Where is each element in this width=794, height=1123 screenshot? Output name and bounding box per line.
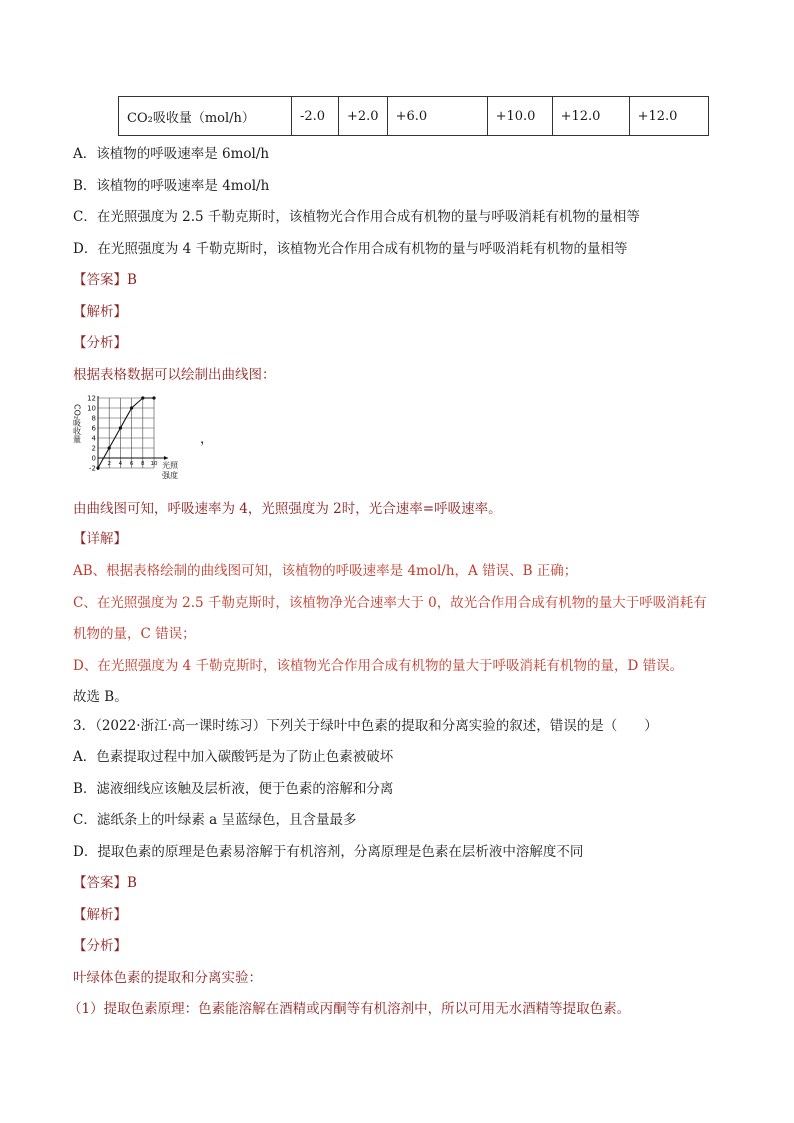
q2-option-d: D．在光照强度为 4 千勒克斯时，该植物光合作用合成有机物的量与呼吸消耗有机物的量相等 — [73, 241, 628, 257]
graph-comma: ， — [200, 431, 214, 447]
y-tick-label: 8 — [91, 414, 96, 423]
y-tick-label: -2 — [89, 464, 96, 473]
q2-detail-c: C、在光照强度为 2.5 千勒克斯时，该植物净光合速率大于 0，故光合作用合成有机物的量大于呼吸消耗有 — [73, 595, 707, 611]
q3-point1: （1）提取色素原理：色素能溶解在酒精或丙酮等有机溶剂中，所以可用无水酒精等提取色素。 — [68, 1001, 631, 1017]
table-cell: +6.0 — [387, 97, 487, 136]
q2-xiangjie-heading: 【详解】 — [73, 531, 127, 547]
q2-fenxi-heading: 【分析】 — [73, 335, 127, 351]
q3-option-c: C．滤纸条上的叶绿素 a 呈蓝绿色，且含量最多 — [73, 812, 357, 828]
data-point — [108, 446, 111, 449]
data-point — [96, 466, 99, 469]
data-point — [141, 396, 144, 399]
chart-xlabel-line1: 光照 — [162, 461, 178, 470]
q3-jiexi-heading: 【解析】 — [73, 907, 127, 923]
q3-fenxi-heading: 【分析】 — [73, 938, 127, 954]
q2-option-c: C．在光照强度为 2.5 千勒克斯时，该植物光合作用合成有机物的量与呼吸消耗有机物的量相等 — [73, 209, 640, 225]
q2-jiexi-heading: 【解析】 — [73, 304, 127, 320]
q3-option-b: B．滤液细线应该触及层析液，便于色素的溶解和分离 — [73, 781, 394, 797]
data-point — [119, 426, 122, 429]
q2-detail-ab: AB、根据表格绘制的曲线图可知，该植物的呼吸速率是 4mol/h，A 错误、B 正确； — [73, 563, 578, 579]
q3-option-a: A．色素提取过程中加入碳酸钙是为了防止色素被破坏 — [73, 749, 394, 765]
q2-analysis-intro: 根据表格数据可以绘制出曲线图： — [73, 367, 276, 383]
table-cell: -2.0 — [292, 97, 339, 136]
x-tick-label: 8 — [141, 461, 145, 467]
table-cell: +12.0 — [629, 97, 708, 136]
y-tick-label: 4 — [91, 434, 96, 443]
y-tick-label: 6 — [91, 424, 96, 433]
y-tick-label: 10 — [87, 404, 96, 413]
data-point — [152, 396, 155, 399]
q2-answer: 【答案】B — [73, 272, 137, 288]
y-tick-label: 0 — [91, 454, 96, 463]
table-cell: +12.0 — [552, 97, 629, 136]
chart-xlabel-line2: 强度 — [162, 471, 178, 480]
q2-option-b: B．该植物的呼吸速率是 4mol/h — [73, 178, 270, 194]
q2-option-a: A．该植物的呼吸速率是 6mol/h — [73, 146, 270, 162]
q3-answer: 【答案】B — [73, 875, 137, 891]
table-cell: +10.0 — [487, 97, 552, 136]
table-row — [119, 97, 709, 136]
table-cell: +2.0 — [339, 97, 388, 136]
table-header-cell: CO₂吸收量（mol/h） — [119, 97, 292, 136]
x-tick-label: 4 — [118, 461, 123, 467]
chart-series — [96, 396, 155, 469]
q2-detail-d: D、在光照强度为 4 千勒克斯时，该植物光合作用合成有机物的量大于呼吸消耗有机物的量，D 错误。 — [73, 658, 684, 674]
co2-curve-chart — [70, 392, 204, 488]
co2-table — [118, 96, 709, 136]
x-axis-arrow — [164, 456, 168, 460]
x-tick-label: 6 — [129, 461, 134, 467]
q3-option-d: D．提取色素的原理是色素易溶解于有机溶剂，分离原理是色素在层析液中溶解度不同 — [73, 844, 584, 860]
q2-analysis-conclusion: 由曲线图可知，呼吸速率为 4，光照强度为 2时，光合速率=呼吸速率。 — [73, 501, 502, 517]
y-tick-label: 12 — [87, 394, 96, 403]
data-point — [130, 406, 133, 409]
q3-stem: 3．（2022·浙江·高一课时练习）下列关于绿叶中色素的提取和分离实验的叙述，错误的是（ ） — [73, 718, 658, 734]
q2-conclusion: 故选 B。 — [73, 689, 128, 705]
x-tick-label: 2 — [107, 461, 111, 467]
x-tick-label: 10 — [150, 461, 158, 467]
q3-intro: 叶绿体色素的提取和分离实验： — [73, 970, 262, 986]
q2-detail-c-cont: 机物的量，C 错误； — [73, 626, 196, 642]
y-tick-label: 2 — [91, 444, 96, 453]
chart-ylabel: CO₂吸收量 — [72, 404, 82, 444]
